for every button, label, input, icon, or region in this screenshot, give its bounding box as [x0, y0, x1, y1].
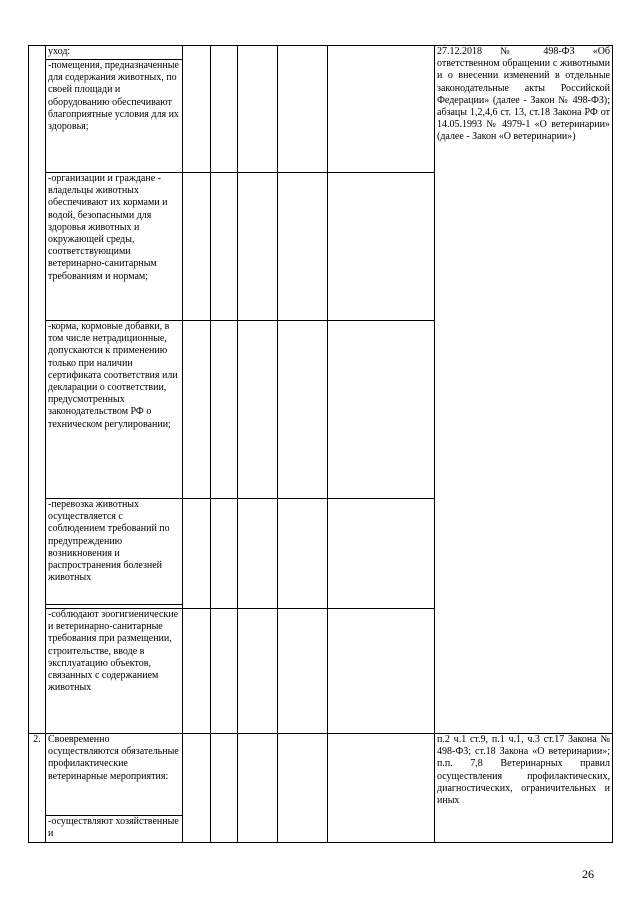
requirement-text: -организации и граждане - владельцы животных обеспечивают их кормами и водой, безопасными для здоровья животных и окружающей среды, соответствующими ветеринарно-санитарным требованиям и нормам; [46, 173, 183, 321]
legal-basis-text: п.2 ч.1 ст.9, п.1 ч.1, ч.3 ст.17 Закона № 498-ФЗ; ст.18 Закона «О ветеринарии»; п.п. 7,8 Ветеринарных правил осуществления профилактических, диагностических, ограничительных и иных [435, 734, 613, 843]
empty-cell [211, 734, 238, 843]
empty-cell [211, 173, 238, 321]
empty-cell [238, 321, 278, 499]
requirement-text: -осуществляют хозяйственные и [46, 816, 183, 843]
empty-cell [238, 734, 278, 843]
empty-cell [278, 609, 328, 734]
empty-cell [328, 321, 435, 499]
empty-cell [328, 499, 435, 609]
empty-cell [211, 499, 238, 609]
empty-cell [211, 46, 238, 173]
requirements-table [28, 45, 613, 843]
empty-cell [211, 321, 238, 499]
empty-cell [183, 321, 211, 499]
empty-cell [183, 609, 211, 734]
table-row [29, 734, 613, 816]
empty-cell [183, 734, 211, 843]
empty-cell [211, 609, 238, 734]
empty-cell [238, 609, 278, 734]
empty-cell [328, 734, 435, 843]
requirement-text: -соблюдают зоогигиенические и ветеринарно-санитарные требования при размещении, строительстве, вводе в эксплуатацию объектов, связанных с содержанием животных [46, 609, 183, 734]
table-row [29, 46, 613, 60]
empty-cell [278, 499, 328, 609]
empty-cell [278, 734, 328, 843]
empty-cell [278, 321, 328, 499]
empty-cell [328, 46, 435, 173]
requirement-text: -помещения, предназначенные для содержания животных, по своей площади и оборудованию обеспечивают благоприятные условия для их здоровья; [46, 60, 183, 173]
page-number: 26 [582, 867, 594, 881]
requirement-text: -корма, кормовые добавки, в том числе нетрадиционные, допускаются к применению только при наличии сертификата соответствия или декларации о соответствии, предусмотренных законодательством РФ о техническом регулировании; [46, 321, 183, 499]
empty-cell [328, 173, 435, 321]
requirement-text: Своевременно осуществляются обязательные профилактические ветеринарные мероприятия: [46, 734, 183, 816]
number-cell [29, 46, 46, 734]
requirement-text: уход: [46, 46, 183, 60]
requirement-text: -перевозка животных осуществляется с соблюдением требований по предупреждению возникновения и распространения болезней животных [46, 499, 183, 605]
empty-cell [238, 46, 278, 173]
empty-cell [278, 173, 328, 321]
empty-cell [328, 609, 435, 734]
empty-cell [183, 499, 211, 609]
row-number: 2. [29, 734, 46, 843]
empty-cell [238, 499, 278, 609]
empty-cell [238, 173, 278, 321]
empty-cell [278, 46, 328, 173]
empty-cell [183, 46, 211, 173]
empty-cell [183, 173, 211, 321]
legal-basis-text: 27.12.2018 № 498-ФЗ «Об ответственном обращении с животными и о внесении изменений в отдельные законодательные акты Российской Федерации» (далее - Закон № 498-ФЗ); абзацы 1,2,4,6 ст. 13, ст.18 Закона РФ от 14.05.1993 № 4979-1 «О ветеринарии» (далее - Закон «О ветеринарии») [435, 46, 613, 734]
